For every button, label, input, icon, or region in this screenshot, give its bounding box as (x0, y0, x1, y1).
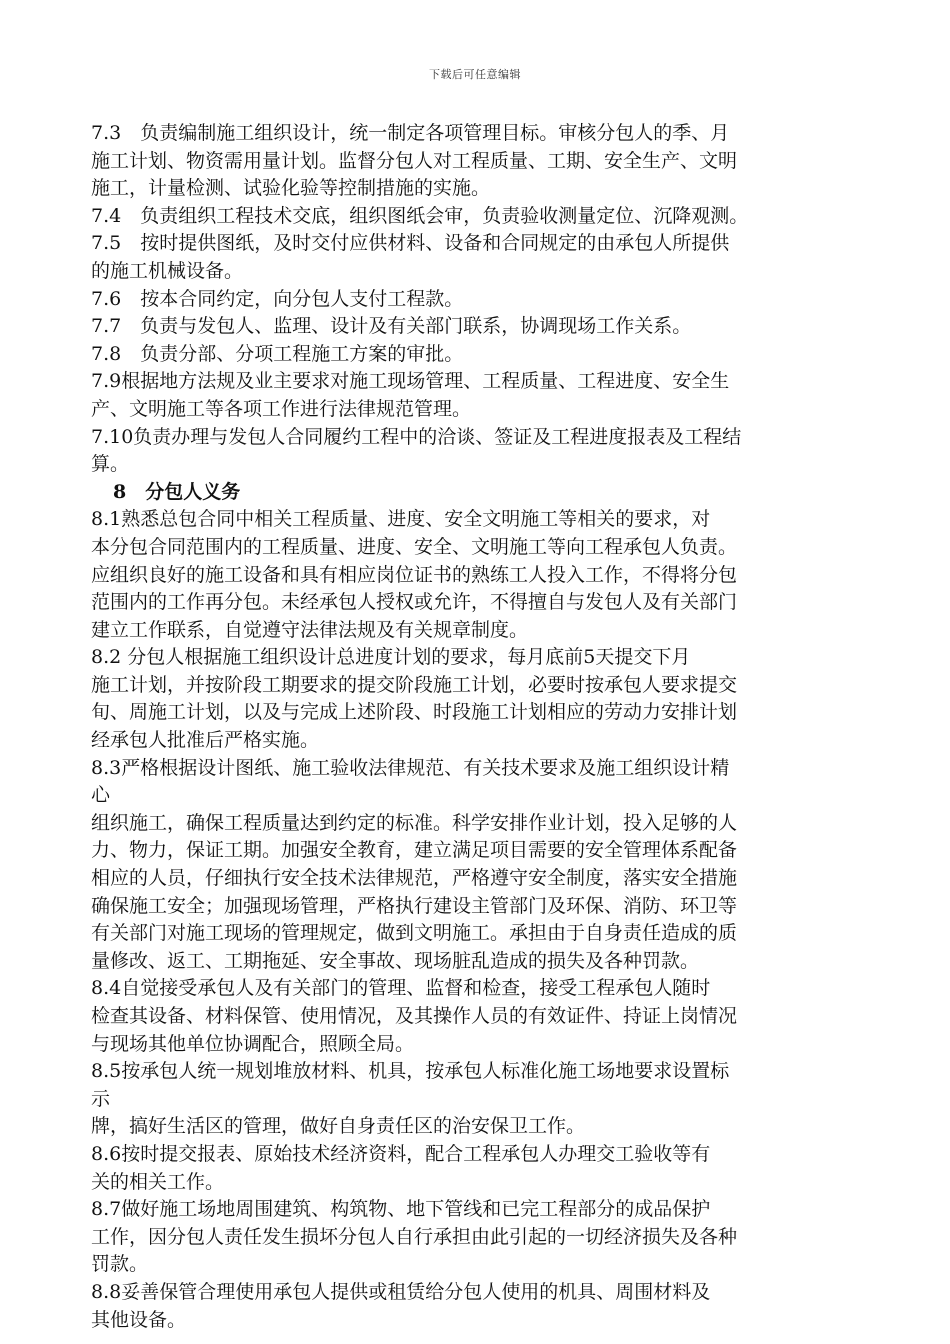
text-line: 8.8妥善保管合理使用承包人提供或租赁给分包人使用的机具、周围材料及 (91, 1280, 711, 1303)
text-line: 关的相关工作。 (91, 1170, 225, 1193)
text-line: 其他设备。 (91, 1308, 187, 1331)
text-line: 与现场其他单位协调配合，照顾全局。 (91, 1032, 415, 1055)
text-line: 确保施工安全；加强现场管理，严格执行建设主管部门及环保、消防、环卫等 (91, 894, 738, 917)
text-line: 7.9根据地方法规及业主要求对施工现场管理、工程质量、工程进度、安全生 (91, 370, 730, 393)
text-line: 相应的人员，仔细执行安全技术法律规范，严格遵守安全制度，落实安全措施 (91, 867, 738, 890)
text-line: 旬、周施工计划，以及与完成上述阶段、时段施工计划相应的劳动力安排计划 (91, 701, 738, 724)
text-line: 的施工机械设备。 (91, 259, 244, 282)
text-line: 工作，因分包人责任发生损坏分包人自行承担由此引起的一切经济损失及各种 (91, 1225, 738, 1248)
text-line: 产、文明施工等各项工作进行法律规范管理。 (91, 397, 472, 420)
text-line: 8.4自觉接受承包人及有关部门的管理、监督和检查，接受工程承包人随时 (91, 977, 711, 1000)
text-line: 施工计划，并按阶段工期要求的提交阶段施工计划，必要时按承包人要求提交 (91, 673, 738, 696)
text-line: 8.5按承包人统一规划堆放材料、机具，按承包人标准化施工场地要求设置标 (91, 1060, 730, 1083)
text-line: 应组织良好的施工设备和具有相应岗位证书的熟练工人投入工作，不得将分包 (91, 563, 738, 586)
text-line: 7.8 负责分部、分项工程施工方案的审批。 (91, 342, 464, 365)
text-line: 8.6按时提交报表、原始技术经济资料，配合工程承包人办理交工验收等有 (91, 1142, 711, 1165)
text-line: 组织施工，确保工程质量达到约定的标准。科学安排作业计划，投入足够的人 (91, 811, 738, 834)
text-line: 心 (91, 784, 111, 807)
text-line: 7.5 按时提供图纸，及时交付应供材料、设备和合同规定的由承包人所提供 (91, 232, 730, 255)
text-line: 施工，计量检测、试验化验等控制措施的实施。 (91, 177, 491, 200)
text-line: 力、物力，保证工期。加强安全教育，建立满足项目需要的安全管理体系配备 (91, 839, 738, 862)
document-body (91, 120, 863, 1334)
text-line: 施工计划、物资需用量计划。监督分包人对工程质量、工期、安全生产、文明 (91, 149, 738, 172)
text-line: 检查其设备、材料保管、使用情况，及其操作人员的有效证件、持证上岗情况 (91, 1005, 738, 1027)
text-line: 7.6 按本合同约定，向分包人支付工程款。 (91, 287, 464, 310)
text-line: 建立工作联系，自觉遵守法律法规及有关规章制度。 (91, 618, 529, 641)
text-line: 罚款。 (91, 1253, 149, 1276)
section-heading: 8 分包人义务 (113, 480, 241, 503)
text-line: 有关部门对施工现场的管理规定，做到文明施工。承担由于自身责任造成的质 (91, 922, 738, 945)
text-line: 8.1熟悉总包合同中相关工程质量、进度、安全文明施工等相关的要求，对 (91, 508, 711, 531)
text-line: 牌，搞好生活区的管理，做好自身责任区的治安保卫工作。 (91, 1115, 586, 1138)
text-line: 本分包合同范围内的工程质量、进度、安全、文明施工等向工程承包人负责。 (91, 535, 738, 558)
page-header-note: 下载后可任意编辑 (429, 68, 521, 81)
text-line: 7.3 负责编制施工组织设计，统一制定各项管理目标。审核分包人的季、月 (91, 122, 730, 144)
text-line: 8.7做好施工场地周围建筑、构筑物、地下管线和已完工程部分的成品保护 (91, 1198, 711, 1221)
text-line: 经承包人批准后严格实施。 (91, 729, 320, 752)
text-line: 7.10负责办理与发包人合同履约工程中的洽谈、签证及工程进度报表及工程结 (91, 425, 742, 448)
text-line: 7.4 负责组织工程技术交底，组织图纸会审，负责验收测量定位、沉降观测。 (91, 204, 749, 227)
text-line: 量修改、返工、工期拖延、安全事故、现场脏乱造成的损失及各种罚款。 (91, 949, 700, 972)
text-line: 范围内的工作再分包。未经承包人授权或允许，不得擅自与发包人及有关部门 (91, 591, 738, 614)
text-line: 8.2 分包人根据施工组织设计总进度计划的要求，每月底前5天提交下月 (91, 646, 691, 669)
text-line: 7.7 负责与发包人、监理、设计及有关部门联系，协调现场工作关系。 (91, 315, 692, 338)
text-line: 示 (91, 1087, 111, 1110)
text-line: 算。 (91, 453, 130, 476)
text-line: 8.3严格根据设计图纸、施工验收法律规范、有关技术要求及施工组织设计精 (91, 756, 730, 779)
